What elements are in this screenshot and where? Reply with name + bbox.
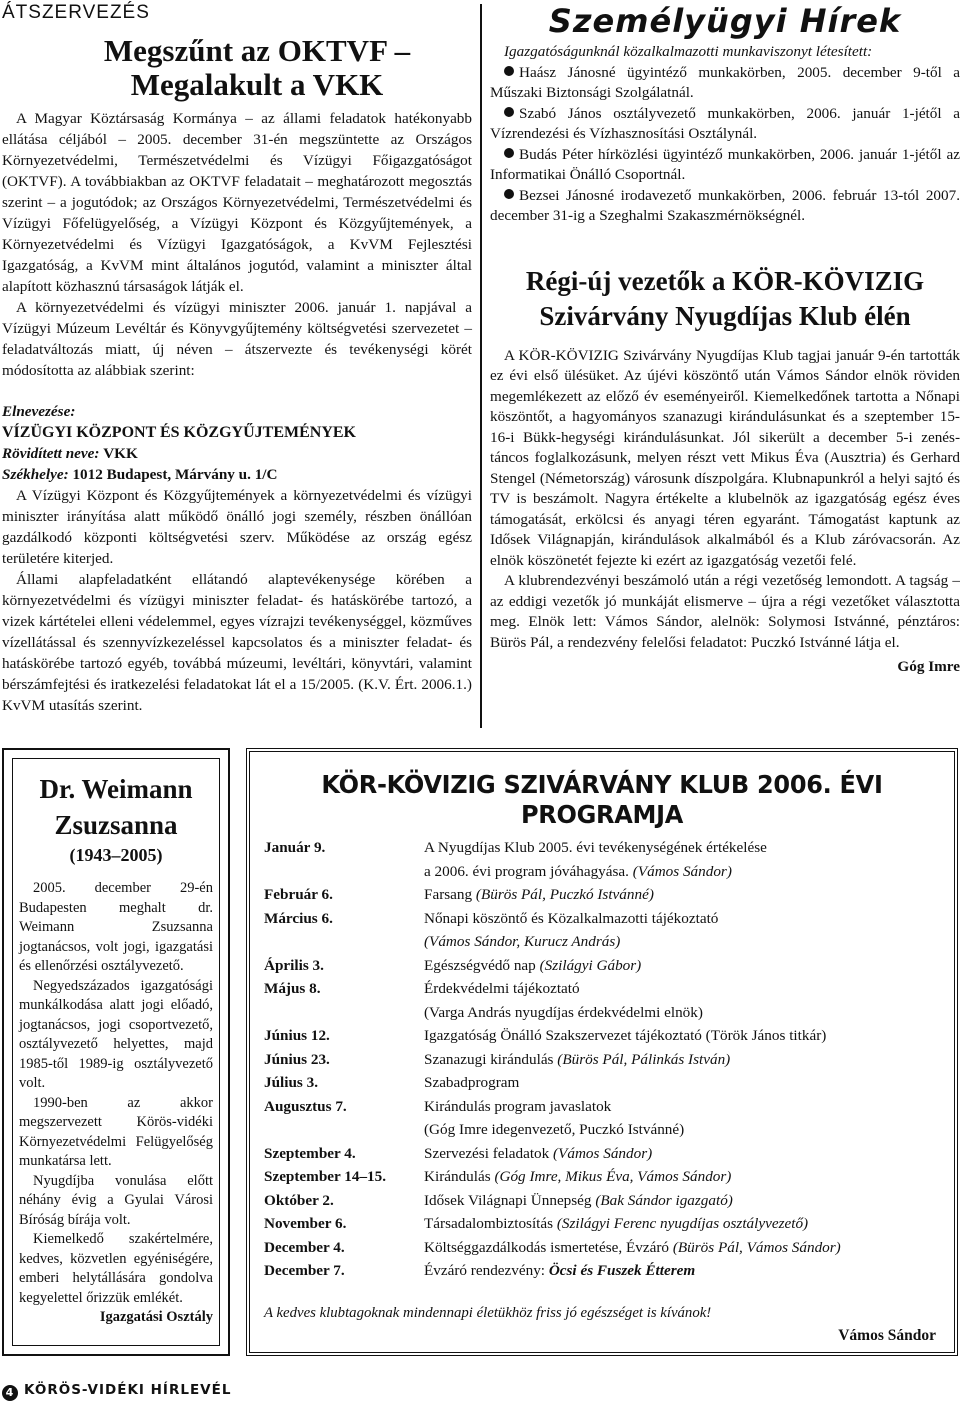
program-event-responsible: (Bürös Pál, Puczkó Istvánné) (475, 886, 654, 903)
program-event (424, 1259, 841, 1283)
program-event-text: Szabadprogram (424, 1074, 520, 1091)
obituary-years: (1943–2005) (69, 845, 163, 865)
program-event-text: A Nyugdíjas Klub 2005. évi tevékenységének értékelése (424, 839, 767, 856)
section-heading: ÁTSZERVEZÉS (2, 2, 150, 23)
article-paragraph: A Vízügyi Központ és Közgyűjtemények a környezetvédelmi és vízügyi miniszter irányítása alatt működő önálló jogi személy, részben önállóan gazdálkodó központi költségvetési szerv. Működése az ország egész területére kiterjed. (2, 487, 472, 567)
obituary-paragraph: 1990-ben az akkor megszervezett Körös-vidéki Környezetvédelmi Felügyelőség munkatársa lett. (19, 1094, 213, 1169)
program-title: KÖR-KÖVIZIG SZIVÁRVÁNY KLUB 2006. ÉVI PROGRAMJA (321, 770, 883, 829)
program-event-responsible: (Szilágyi Ferenc nyugdíjas osztályvezető) (556, 1215, 809, 1232)
article-title-line-2: Megalakult a VKK (130, 67, 384, 102)
program-event (424, 1165, 841, 1189)
obituary-name: Dr. Weimann Zsuzsanna (39, 774, 193, 840)
personnel-item (490, 186, 960, 227)
program-box (246, 748, 958, 1356)
program-row (264, 977, 841, 1001)
bullet-icon (504, 66, 514, 76)
personnel-item (490, 145, 960, 186)
program-event (424, 954, 841, 978)
program-table (264, 836, 841, 1283)
program-event (424, 930, 841, 954)
program-row (264, 1071, 841, 1095)
program-date: Október 2. (264, 1191, 334, 1209)
program-event (424, 1118, 841, 1142)
personnel-item (490, 104, 960, 145)
personnel-item (490, 63, 960, 104)
obituary-paragraph: 2005. december 29-én Budapesten meghalt dr. Weimann Zsuzsanna jogtanácsos, volt jogi, igazgatási és ellenőrzési osztályvezető. (19, 880, 213, 974)
obituary-box (2, 748, 230, 1356)
program-event-text: Érdekvédelmi tájékoztató (424, 980, 580, 997)
club-article-body (490, 346, 960, 678)
program-row (264, 1095, 841, 1119)
name-value-text: VÍZÜGYI KÖZPONT ÉS KÖZGYŰJTEMÉNYEK (2, 424, 356, 441)
page-number: 4 (2, 1385, 18, 1401)
program-event-responsible: (Vámos Sándor, Kurucz András) (424, 933, 621, 950)
obituary-signature: Igazgatási Osztály (99, 1309, 213, 1325)
article-paragraph: Állami alapfeladatként ellátandó alaptevékenysége körében a környezetvédelmi és vízügyi miniszter feladat- és hatáskörébe tartozó, a vizek kártételei elleni védelemmel, egyes vízrajzi tevékenységgel, közműves vízellátással és szennyvízkezeléssel kapcsolatos és a miniszter feladat- és hatáskörébe tartozó egyéb, továbbá múzeumi, levéltári, könyvtári, valamint bérszámfejtési és iratkezelési feladatokat lát el a 15/2005. (K.V. Ért. 2006.1.) KvVM utasítás szerint. (2, 571, 472, 714)
program-event-text: Idősek Világnapi Ünnepség (424, 1191, 592, 1209)
club-paragraph: A KÖR-KÖVIZIG Szivárvány Nyugdíjas Klub tagjai január 9-én tartották ez évi első ülésüket. Az újévi köszöntő után Vámos Sándor elnök röviden megemlékezett az előző év eseményeiről. Kiemelkedőnek tartotta a Nőnapi köszöntőt, a hagyományos szanazugi kirándulásunkat és a szeptember 15-16-i Bükk-hegységi kirándulásunkat. Jól sikerült a december 5-i zenés-táncos foglalkozásunk, melyen részt vett Mikus Éva (Ausztria) és Gerhard Stengel (Németország) városunk díszpolgára. Klubnapunkról a helyi sajtó és TV is beszámolt. Nagyra értékelte a klubelnök az igazgatóság egész éves támogatását, erkölcsi és anyagi téren egyaránt. Támogatást kaptunk az Idősek Világnapján, kirándulások alkalmából és a Klub záróvacsorán. Az elnök köszönetét fejezte ki ezért az igazgatóság vezetői felé. (490, 346, 960, 569)
obituary-inner-frame (12, 758, 220, 1346)
program-event-responsible: (Bak Sándor igazgató) (595, 1191, 733, 1209)
program-date: Május 8. (264, 980, 321, 997)
program-date: Március 6. (264, 909, 333, 927)
program-date: Február 6. (264, 886, 333, 903)
bullet-icon (504, 148, 514, 158)
program-date: Június 12. (264, 1027, 330, 1044)
program-event-text: a 2006. évi program jóváhagyása. (424, 862, 629, 880)
program-date: December 4. (264, 1238, 345, 1256)
program-row (264, 883, 841, 907)
program-event-text: Farsang (424, 886, 473, 903)
obituary-paragraph: Nyugdíjba vonulása előtt néhány évig a Gyulai Városi Bíróság bírája volt. (19, 1172, 213, 1228)
program-row (264, 1001, 841, 1025)
program-event (424, 907, 841, 931)
program-event (424, 1212, 841, 1236)
program-event-text: Szanazugi kirándulás (424, 1050, 554, 1068)
article-title-line-1: Megszűnt az OKTVF – (103, 33, 411, 68)
program-row (264, 1048, 841, 1072)
program-event-responsible: (Bürös Pál, Vámos Sándor) (672, 1238, 841, 1256)
program-row (264, 836, 841, 860)
bullet-icon (504, 107, 514, 117)
personnel-item-text: Szabó János osztályvezető munkakörben, 2006. január 1-jétől a Vízrendezési és Vízhasznosítási Osztálynál. (490, 104, 960, 142)
program-row (264, 1236, 841, 1260)
program-event (424, 836, 841, 860)
program-event (424, 1095, 841, 1119)
article-paragraph: A Magyar Köztársaság Kormánya – az állami feladatok hatékonyabb ellátása céljából – 2005. december 31-én megszüntette az Országos Környezetvédelmi, Természetvédelmi és Vízügyi Főigazgatóságot (OKTVF). A továbbiakban az OKTVF feladatait – meghatározott megosztás szerint – a jogutódok; az Országos Környezetvédelmi, Természetvédelmi és Vízügyi Főfelügyelőség, a Vízügyi Központ és Közgyűjtemények, a Környezetvédelmi és Vízügyi Igazgatóságok, a KvVM Fejlesztési Igazgatóság, a KvVM mint általános jogutód, valamint a miniszter által alapított közhasznú társaságok látják el. (2, 110, 472, 295)
article-title (42, 34, 472, 102)
program-date: November 6. (264, 1215, 347, 1232)
article-paragraph: A környezetvédelmi és vízügyi miniszter 2006. január 1. napjával a Vízügyi Múzeum Levéltár és Könyvgyűjtemény költségvetési szervezetet – feladatváltozás miatt, új néven – átszervezte és tevékenységi körét módosította az alábbiak szerint: (2, 299, 472, 379)
program-date (264, 1118, 424, 1142)
publication-name: KÖRÖS-VIDÉKI HÍRLEVÉL (24, 1382, 232, 1398)
program-event-text: Szervezési feladatok (424, 1144, 550, 1162)
program-event (424, 1001, 841, 1025)
obituary-paragraph: Kiemelkedő szakértelmére, kedves, közvetlen egyéniségére, emberi helytállására gondolva kegyelettel őrizzük emlékét. (19, 1231, 213, 1306)
program-event-text: Költséggazdálkodás ismertetése, Évzáró (424, 1238, 670, 1256)
program-event-responsible: (Szilágyi Gábor) (539, 956, 642, 974)
program-date: Június 23. (264, 1050, 330, 1068)
program-event (424, 860, 841, 884)
program-date: Szeptember 4. (264, 1144, 356, 1162)
program-event (424, 1024, 841, 1048)
reorganization-article (2, 0, 472, 716)
club-article-author: Góg Imre (897, 658, 960, 675)
program-closing: A kedves klubtagoknak mindennapi életükhöz friss jó egészséget is kívánok! (264, 1304, 712, 1321)
program-row (264, 1118, 841, 1142)
seat (2, 464, 472, 485)
name-label (2, 401, 472, 422)
program-date: Augusztus 7. (264, 1097, 347, 1115)
program-event-responsible: Öcsi és Fuszek Étterem (548, 1262, 696, 1279)
club-title-line-2: Szivárvány Nyugdíjas Klub élén (539, 300, 911, 331)
program-event-responsible: (Vámos Sándor) (553, 1144, 653, 1162)
short-name-value: VKK (103, 445, 138, 462)
club-title-line-1: Régi-új vezetők a KÖR-KÖVIZIG (525, 265, 925, 296)
club-article-title (490, 264, 960, 334)
program-event (424, 1189, 841, 1213)
program-date: Július 3. (264, 1074, 319, 1091)
personnel-intro: Igazgatóságunknál közalkalmazotti munkaviszonyt létesített: (504, 43, 873, 60)
right-column (490, 0, 960, 678)
program-row (264, 860, 841, 884)
program-event (424, 1071, 841, 1095)
seat-value: 1012 Budapest, Márvány u. 1/C (72, 466, 278, 483)
column-divider (480, 4, 482, 728)
personnel-item-text: Haász Jánosné ügyintéző munkakörben, 2005. december 9-től a Műszaki Biztonsági Szolgálatnál. (490, 63, 960, 101)
program-row (264, 954, 841, 978)
program-row (264, 930, 841, 954)
program-event-text: Évzáró rendezvény: (424, 1262, 546, 1279)
program-event (424, 1142, 841, 1166)
program-date (264, 930, 424, 954)
program-date: Szeptember 14–15. (264, 1168, 387, 1185)
program-row (264, 1024, 841, 1048)
program-row (264, 1142, 841, 1166)
name-label-text: Elnevezése: (2, 403, 76, 420)
name-value (2, 422, 472, 443)
program-event-text: Igazgatóság Önálló Szakszervezet tájékoztató (Török János titkár) (424, 1027, 827, 1044)
program-event-text: Társadalombiztosítás (424, 1215, 554, 1232)
program-row (264, 1189, 841, 1213)
program-event-text: Egészségvédő nap (424, 956, 536, 974)
program-event-text: Nőnapi köszöntő és Közalkalmazotti tájékoztató (424, 909, 719, 927)
program-event (424, 1236, 841, 1260)
page-footer (2, 1382, 231, 1401)
personnel-item-text: Budás Péter hírközlési ügyintéző munkakörben, 2006. január 1-jétől az Informatikai Önálló Csoportnál. (490, 145, 960, 183)
personnel-item-text: Bezsei Jánosné irodavezető munkakörben, 2006. február 13-tól 2007. december 31-ig a Szeghalmi Szakaszmérnökségnél. (490, 186, 960, 224)
program-row (264, 907, 841, 931)
program-event-responsible: (Bürös Pál, Pálinkás István) (557, 1050, 731, 1068)
program-event-text: Kirándulás program javaslatok (424, 1097, 612, 1115)
program-signature: Vámos Sándor (838, 1326, 936, 1344)
program-date: Április 3. (264, 956, 324, 974)
personnel-news-title: Személyügyi Hírek (548, 2, 902, 40)
program-event-text: Kirándulás (424, 1168, 491, 1185)
program-event-responsible: (Vámos Sándor) (632, 862, 732, 880)
personnel-news (490, 42, 960, 227)
obituary-paragraph: Negyedszázados igazgatósági munkálkodása alatt jogi előadó, jogtanácsos, jogi csoportvezető, osztályvezető helyettes, majd 1985-től 1989-ig osztályvezető volt. (19, 977, 213, 1091)
program-date (264, 860, 424, 884)
bullet-icon (504, 189, 514, 199)
seat-label: Székhelye: (2, 466, 69, 483)
program-row (264, 1212, 841, 1236)
program-event-text: (Góg Imre idegenvezető, Puczkó Istvánné) (424, 1121, 685, 1138)
program-row (264, 1259, 841, 1283)
program-event (424, 977, 841, 1001)
program-event (424, 1048, 841, 1072)
short-name-label: Rövidített neve: (2, 445, 100, 462)
program-event (424, 883, 841, 907)
program-row (264, 1165, 841, 1189)
program-date: Január 9. (264, 839, 326, 856)
program-event-responsible: (Góg Imre, Mikus Éva, Vámos Sándor) (494, 1168, 732, 1185)
program-event-text: (Varga András nyugdíjas érdekvédelmi elnök) (424, 1003, 703, 1021)
club-paragraph: A klubrendezvényi beszámoló után a régi vezetőség lemondott. A tagság – az eddigi vezetők jó munkáját elismerve – újra a régi vezetőket választotta meg. Elnök lett: Vámos Sándor, alelnök: Solymosi Istvánné, pénztáros: Bürös Pál, a rendezvény felelősi feladatot: Puczkó Istvánné látja el. (490, 572, 960, 651)
program-date: December 7. (264, 1262, 345, 1279)
short-name (2, 443, 472, 464)
program-date (264, 1001, 424, 1025)
